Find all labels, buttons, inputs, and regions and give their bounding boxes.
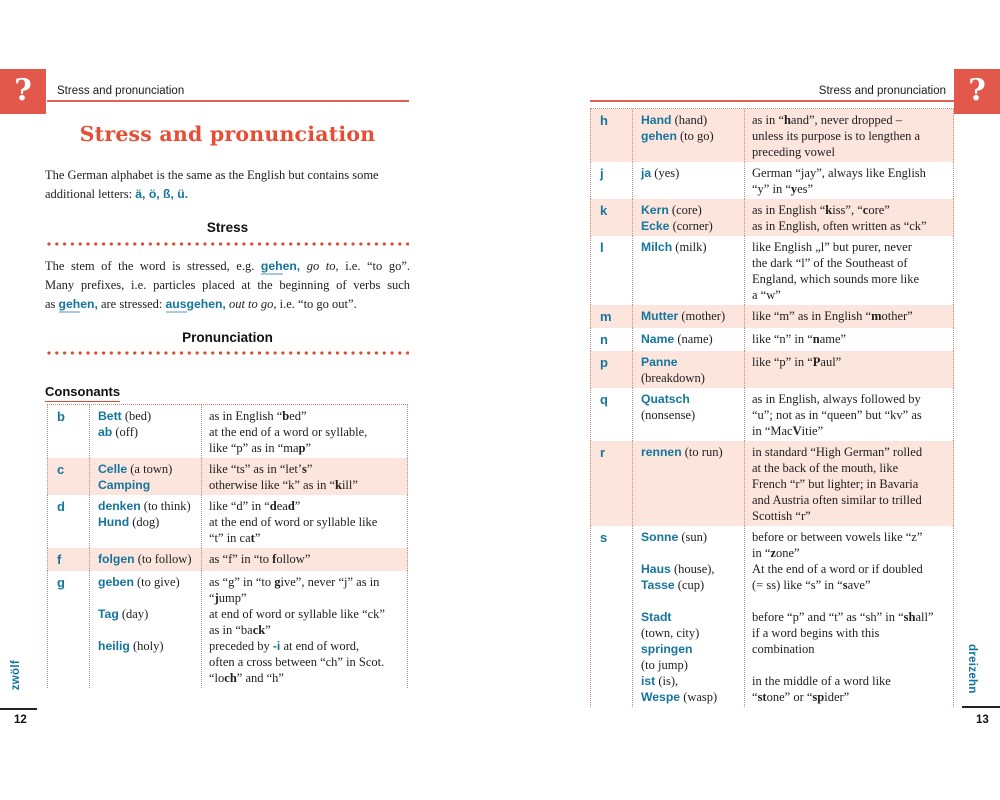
text-line (752, 657, 949, 673)
text-line: unless its purpose is to lengthen a (752, 129, 921, 143)
letter-cell (590, 109, 633, 162)
footer-rule (962, 706, 1000, 708)
text-line: as gehen, are stressed: ausgehen, out to go, i.e. “to go out”. (45, 297, 357, 311)
side-page-label: dreizehn (966, 644, 978, 694)
text-line: Sonne (sun) (641, 530, 708, 544)
table-row-n (590, 328, 954, 351)
description-cell (745, 199, 954, 236)
text-line: as in English “bed” (209, 409, 307, 423)
text-line (641, 255, 744, 271)
letter-cell (590, 236, 633, 305)
table-row-p (590, 351, 954, 388)
text-line: ab (off) (98, 425, 139, 439)
text-line: preceding vowel (752, 145, 835, 159)
consonant-letter: q (600, 392, 608, 407)
text-line: like “n” in “name” (752, 332, 847, 346)
text-line: combination (752, 642, 815, 656)
consonant-letter: b (57, 409, 65, 424)
text-line: Kern (core) (641, 203, 702, 217)
text-line: Bett (bed) (98, 409, 152, 423)
text-line: before “p” and “t” as “sh” in “shall” (752, 610, 934, 624)
question-mark-box (0, 69, 46, 114)
text-line: England, which sounds more like (752, 272, 919, 286)
text-line (752, 370, 949, 386)
text-line (641, 508, 744, 524)
text-line: Tag (day) (98, 607, 149, 621)
consonant-letter: c (57, 462, 65, 477)
letter-cell (590, 305, 633, 328)
text-line: ist (is), (641, 674, 679, 688)
consonant-table-right (590, 108, 954, 707)
text-line (641, 476, 744, 492)
text-line: at end of word or syllable like “ck” (209, 607, 385, 621)
description-cell (745, 526, 954, 707)
text-line (641, 144, 744, 160)
text-line: like “p” as in “map” (209, 441, 312, 455)
text-line: Hund (dog) (98, 515, 160, 529)
text-line: “jump” (209, 591, 247, 605)
text-line (98, 530, 201, 546)
text-line: Celle (a town) (98, 462, 173, 476)
text-line: at the end of a word or syllable, (209, 425, 368, 439)
description-cell (745, 305, 954, 328)
letter-cell (590, 526, 633, 707)
page-title: Stress and pronunciation (79, 122, 376, 146)
text-line: (town, city) (641, 626, 700, 640)
examples-cell (90, 405, 202, 458)
text-line: as in English, often written as “ck” (752, 219, 927, 233)
text-line: “loch” and “h” (209, 671, 284, 685)
table-row-s (590, 526, 954, 707)
text-line (98, 622, 201, 638)
examples-cell (633, 526, 745, 707)
text-line (752, 593, 949, 609)
examples-cell (633, 328, 745, 351)
consonant-letter: s (600, 530, 608, 545)
consonants-label: Consonants (45, 384, 120, 402)
description-cell (202, 495, 408, 548)
text-line: ja (yes) (641, 166, 680, 180)
description-cell (202, 571, 408, 688)
text-line: like “m” as in English “mother” (752, 309, 913, 323)
text-line: in “MacVitie” (752, 424, 824, 438)
text-line (98, 670, 201, 686)
description-cell (202, 548, 408, 571)
text-line (641, 287, 744, 303)
text-line: (breakdown) (641, 371, 705, 385)
table-row-c (47, 458, 408, 495)
letter-cell (47, 495, 90, 548)
text-line: The German alphabet is the same as the English but contains some (45, 168, 379, 182)
text-line: Mutter (mother) (641, 309, 726, 323)
examples-cell (90, 571, 202, 688)
consonant-letter: n (600, 332, 608, 347)
text-line: Name (name) (641, 332, 713, 346)
description-cell (745, 441, 954, 526)
intro-paragraph (45, 166, 410, 204)
text-line: (to jump) (641, 658, 688, 672)
examples-cell (90, 495, 202, 548)
description-cell (745, 351, 954, 388)
table-row-h (590, 109, 954, 162)
text-line: springen (641, 642, 693, 656)
examples-cell (90, 458, 202, 495)
dotted-divider (47, 242, 409, 246)
text-line: as in “back” (209, 623, 271, 637)
examples-cell (633, 305, 745, 328)
table-row-b (47, 405, 408, 458)
text-line: (= ss) like “s” in “save” (752, 578, 871, 592)
text-line: At the end of a word or if doubled (752, 562, 923, 576)
text-line: (nonsense) (641, 408, 696, 422)
letter-cell (590, 388, 633, 441)
letter-cell (47, 571, 90, 688)
table-row-k (590, 199, 954, 236)
text-line (641, 181, 744, 197)
text-line: Ecke (corner) (641, 219, 713, 233)
text-line: Milch (milk) (641, 240, 707, 254)
text-line: and Austria often similar to trilled (752, 493, 922, 507)
description-cell (745, 236, 954, 305)
text-line: as in “hand”, never dropped – (752, 113, 902, 127)
table-row-g (47, 571, 408, 688)
consonant-letter: p (600, 355, 608, 370)
letter-cell (47, 405, 90, 458)
text-line: gehen (to go) (641, 129, 714, 143)
text-line (98, 590, 201, 606)
text-line: Many prefixes, i.e. particles placed at the beginning of verbs such (45, 278, 410, 292)
side-page-label: zwölf (10, 660, 22, 691)
text-line: preceded by -i at end of word, (209, 639, 360, 653)
consonant-letter: k (600, 203, 608, 218)
header-rule (47, 100, 409, 102)
description-cell (745, 109, 954, 162)
text-line: heilig (holy) (98, 639, 164, 653)
text-line: Panne (641, 355, 678, 369)
examples-cell (633, 162, 745, 199)
text-line: like “p” in “Paul” (752, 355, 842, 369)
text-line: folgen (to follow) (98, 552, 192, 566)
letter-cell (590, 162, 633, 199)
text-line: as in English, always followed by (752, 392, 921, 406)
consonant-letter: m (600, 309, 612, 324)
text-line: “u”; not as in “queen” but “kv” as (752, 408, 922, 422)
examples-cell (633, 441, 745, 526)
header-rule (590, 100, 954, 102)
text-line: if a word begins with this (752, 626, 880, 640)
examples-cell (90, 548, 202, 571)
text-line (641, 271, 744, 287)
page-number: 12 (14, 714, 27, 726)
question-mark-glyph: ? (14, 73, 32, 108)
stress-paragraph (45, 257, 410, 314)
text-line: Scottish “r” (752, 509, 811, 523)
text-line: the dark “l” of the Southeast of (752, 256, 908, 270)
section-heading-stress: Stress (206, 220, 249, 235)
description-cell (745, 388, 954, 441)
table-row-r (590, 441, 954, 526)
table-row-d (47, 495, 408, 548)
consonant-letter: l (600, 240, 604, 255)
dotted-divider (47, 351, 409, 355)
description-cell (202, 458, 408, 495)
examples-cell (633, 199, 745, 236)
letter-cell (47, 458, 90, 495)
question-mark-glyph: ? (968, 73, 986, 108)
text-line: as “f” in “to follow” (209, 552, 311, 566)
text-line: at the back of the mouth, like (752, 461, 899, 475)
page-number: 13 (976, 714, 989, 726)
description-cell (745, 162, 954, 199)
examples-cell (633, 388, 745, 441)
consonant-letter: f (57, 552, 62, 567)
text-line: in the middle of a word like (752, 674, 891, 688)
letter-cell (590, 199, 633, 236)
consonant-letter: g (57, 575, 65, 590)
text-line: often a cross between “ch” in Scot. (209, 655, 385, 669)
text-line (641, 545, 744, 561)
consonant-letter: j (600, 166, 604, 181)
text-line: “t” in cat” (209, 531, 261, 545)
footer-rule (0, 708, 37, 710)
text-line: Tasse (cup) (641, 578, 705, 592)
text-line: Camping (98, 478, 151, 492)
text-line (98, 440, 201, 456)
consonant-letter: r (600, 445, 606, 460)
text-line: denken (to think) (98, 499, 191, 513)
text-line: Hand (hand) (641, 113, 708, 127)
question-mark-box (954, 69, 1000, 114)
text-line: like “d” in “dead” (209, 499, 301, 513)
letter-cell (590, 441, 633, 526)
text-line (641, 593, 744, 609)
running-header: Stress and pronunciation (818, 85, 946, 97)
text-line (641, 492, 744, 508)
letter-cell (47, 548, 90, 571)
table-row-j (590, 162, 954, 199)
text-line: rennen (to run) (641, 445, 723, 459)
text-line: otherwise like “k” as in “kill” (209, 478, 358, 492)
text-line: Stadt (641, 610, 672, 624)
consonant-table-left (47, 404, 408, 688)
table-row-q (590, 388, 954, 441)
text-line: before or between vowels like “z” (752, 530, 923, 544)
text-line: German “jay”, always like English (752, 166, 926, 180)
text-line: as “g” in “to give”, never “j” as in (209, 575, 380, 589)
running-header: Stress and pronunciation (57, 85, 185, 97)
consonant-letter: d (57, 499, 65, 514)
consonant-letter: h (600, 113, 608, 128)
letter-cell (590, 351, 633, 388)
text-line: “stone” or “spider” (752, 690, 850, 704)
text-line (98, 654, 201, 670)
letter-cell (590, 328, 633, 351)
text-line: French “r” but lighter; in Bavaria (752, 477, 919, 491)
text-line: geben (to give) (98, 575, 180, 589)
text-line: Wespe (wasp) (641, 690, 718, 704)
description-cell (202, 405, 408, 458)
text-line: in standard “High German” rolled (752, 445, 923, 459)
text-line: The stem of the word is stressed, e.g. gehen, go to, i.e. “to go”. (45, 259, 411, 273)
text-line: additional letters: ä, ö, ß, ü. (45, 187, 189, 201)
text-line: like “ts” as in “let’s” (209, 462, 313, 476)
examples-cell (633, 109, 745, 162)
text-line: like English „l” but purer, never (752, 240, 912, 254)
text-line: Quatsch (641, 392, 690, 406)
text-line (641, 423, 744, 439)
text-line: Haus (house), (641, 562, 715, 576)
text-line: a “w” (752, 288, 781, 302)
text-line: “y” in “yes” (752, 182, 814, 196)
text-line (641, 460, 744, 476)
table-row-l (590, 236, 954, 305)
examples-cell (633, 351, 745, 388)
description-cell (745, 328, 954, 351)
text-line: at the end of word or syllable like (209, 515, 378, 529)
text-line: as in English “kiss”, “core” (752, 203, 890, 217)
section-heading-pronunciation: Pronunciation (182, 330, 273, 345)
examples-cell (633, 236, 745, 305)
table-row-f (47, 548, 408, 571)
table-row-m (590, 305, 954, 328)
text-line: in “zone” (752, 546, 800, 560)
